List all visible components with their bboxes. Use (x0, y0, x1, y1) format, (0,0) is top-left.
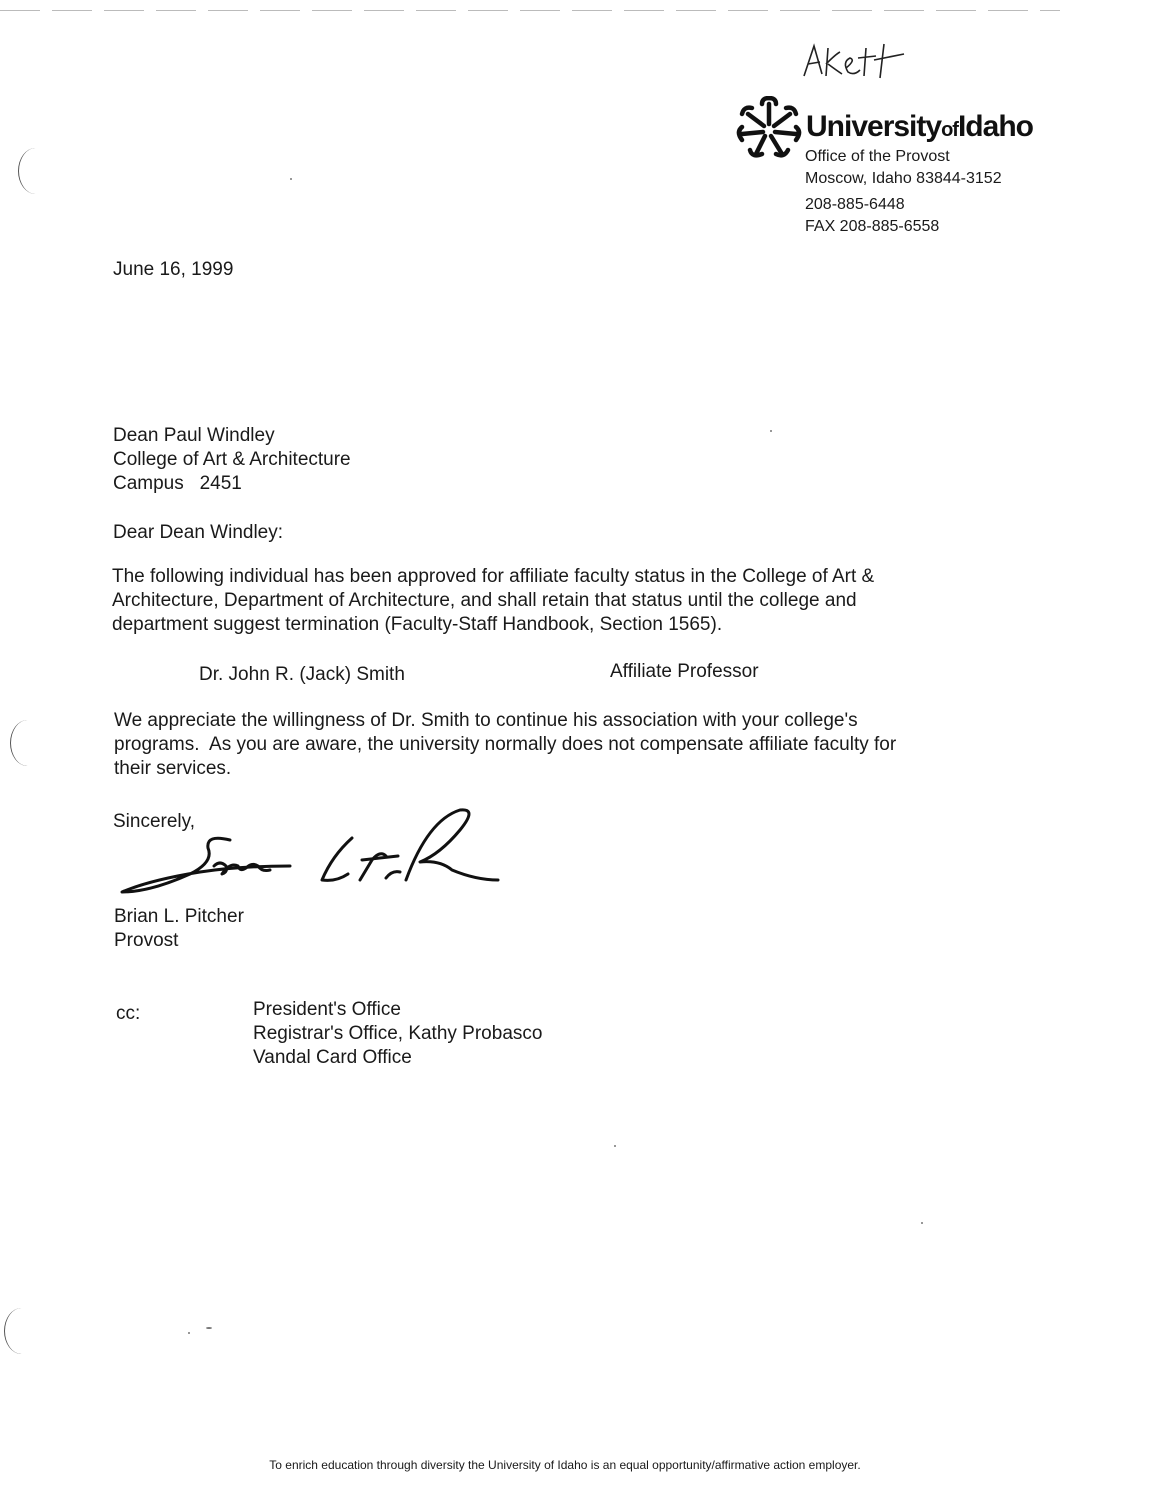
office-address: Moscow, Idaho 83844-3152 (805, 170, 1002, 187)
office-fax: FAX 208-885-6558 (805, 218, 940, 235)
recipient-name: Dean Paul Windley (113, 425, 275, 446)
paragraph-approval (112, 565, 992, 637)
university-logo-icon (736, 96, 802, 158)
appointee-title: Affiliate Professor (610, 661, 759, 682)
cc-recipient: Vandal Card Office (253, 1047, 412, 1068)
appointee-name: Dr. John R. (Jack) Smith (199, 664, 405, 685)
paragraph-line: Architecture, Department of Architecture, and shall retain that status until the college and (112, 590, 857, 611)
scan-speck (206, 1327, 212, 1329)
cc-list (253, 998, 542, 1070)
scan-speck (770, 430, 772, 432)
scan-speck (921, 1222, 923, 1224)
signer-block (114, 905, 244, 953)
footer-statement: To enrich education through diversity the University of Idaho is an equal opportunity/affirmative action employer. (269, 1458, 861, 1472)
closing: Sincerely, (113, 811, 196, 832)
recipient-college: College of Art & Architecture (113, 449, 351, 470)
punch-hole-mark (18, 148, 53, 194)
recipient-campus: Campus 2451 (113, 473, 242, 494)
paragraph-line: their services. (114, 758, 232, 779)
signer-title: Provost (114, 930, 179, 951)
paragraph-line: We appreciate the willingness of Dr. Smith to continue his association with your college's (114, 710, 858, 731)
punch-hole-mark (10, 720, 45, 766)
paragraph-line: programs. As you are aware, the university normally does not compensate affiliate faculty for (114, 734, 897, 755)
cc-recipient: Registrar's Office, Kathy Probasco (253, 1023, 543, 1044)
recipient-address (113, 424, 351, 496)
punch-hole-mark (4, 1308, 39, 1354)
cc-recipient: President's Office (253, 999, 401, 1020)
scan-speck (188, 1332, 190, 1334)
signer-name: Brian L. Pitcher (114, 906, 244, 927)
paragraph-line: The following individual has been approved for affiliate faculty status in the College of Art & (112, 566, 875, 587)
university-name-suffix: Idaho (957, 110, 1033, 143)
paragraph-appreciation (114, 709, 1014, 781)
salutation: Dear Dean Windley: (113, 522, 284, 543)
scan-top-rule (0, 10, 1060, 11)
scan-speck (290, 178, 292, 180)
paragraph-line: department suggest termination (Faculty-Staff Handbook, Section 1565). (112, 614, 723, 635)
university-name-prefix: University (806, 110, 942, 143)
university-name (806, 110, 1033, 144)
scan-speck (614, 1145, 616, 1147)
cc-label: cc: (116, 1003, 141, 1024)
office-name: Office of the Provost (805, 148, 950, 165)
office-contact-block (805, 146, 1065, 238)
office-phone: 208-885-6448 (805, 196, 905, 213)
letter-date: June 16, 1999 (113, 259, 234, 280)
handwritten-note-akett (800, 40, 920, 82)
university-name-of: of (941, 119, 958, 141)
handwritten-signature (110, 800, 510, 910)
